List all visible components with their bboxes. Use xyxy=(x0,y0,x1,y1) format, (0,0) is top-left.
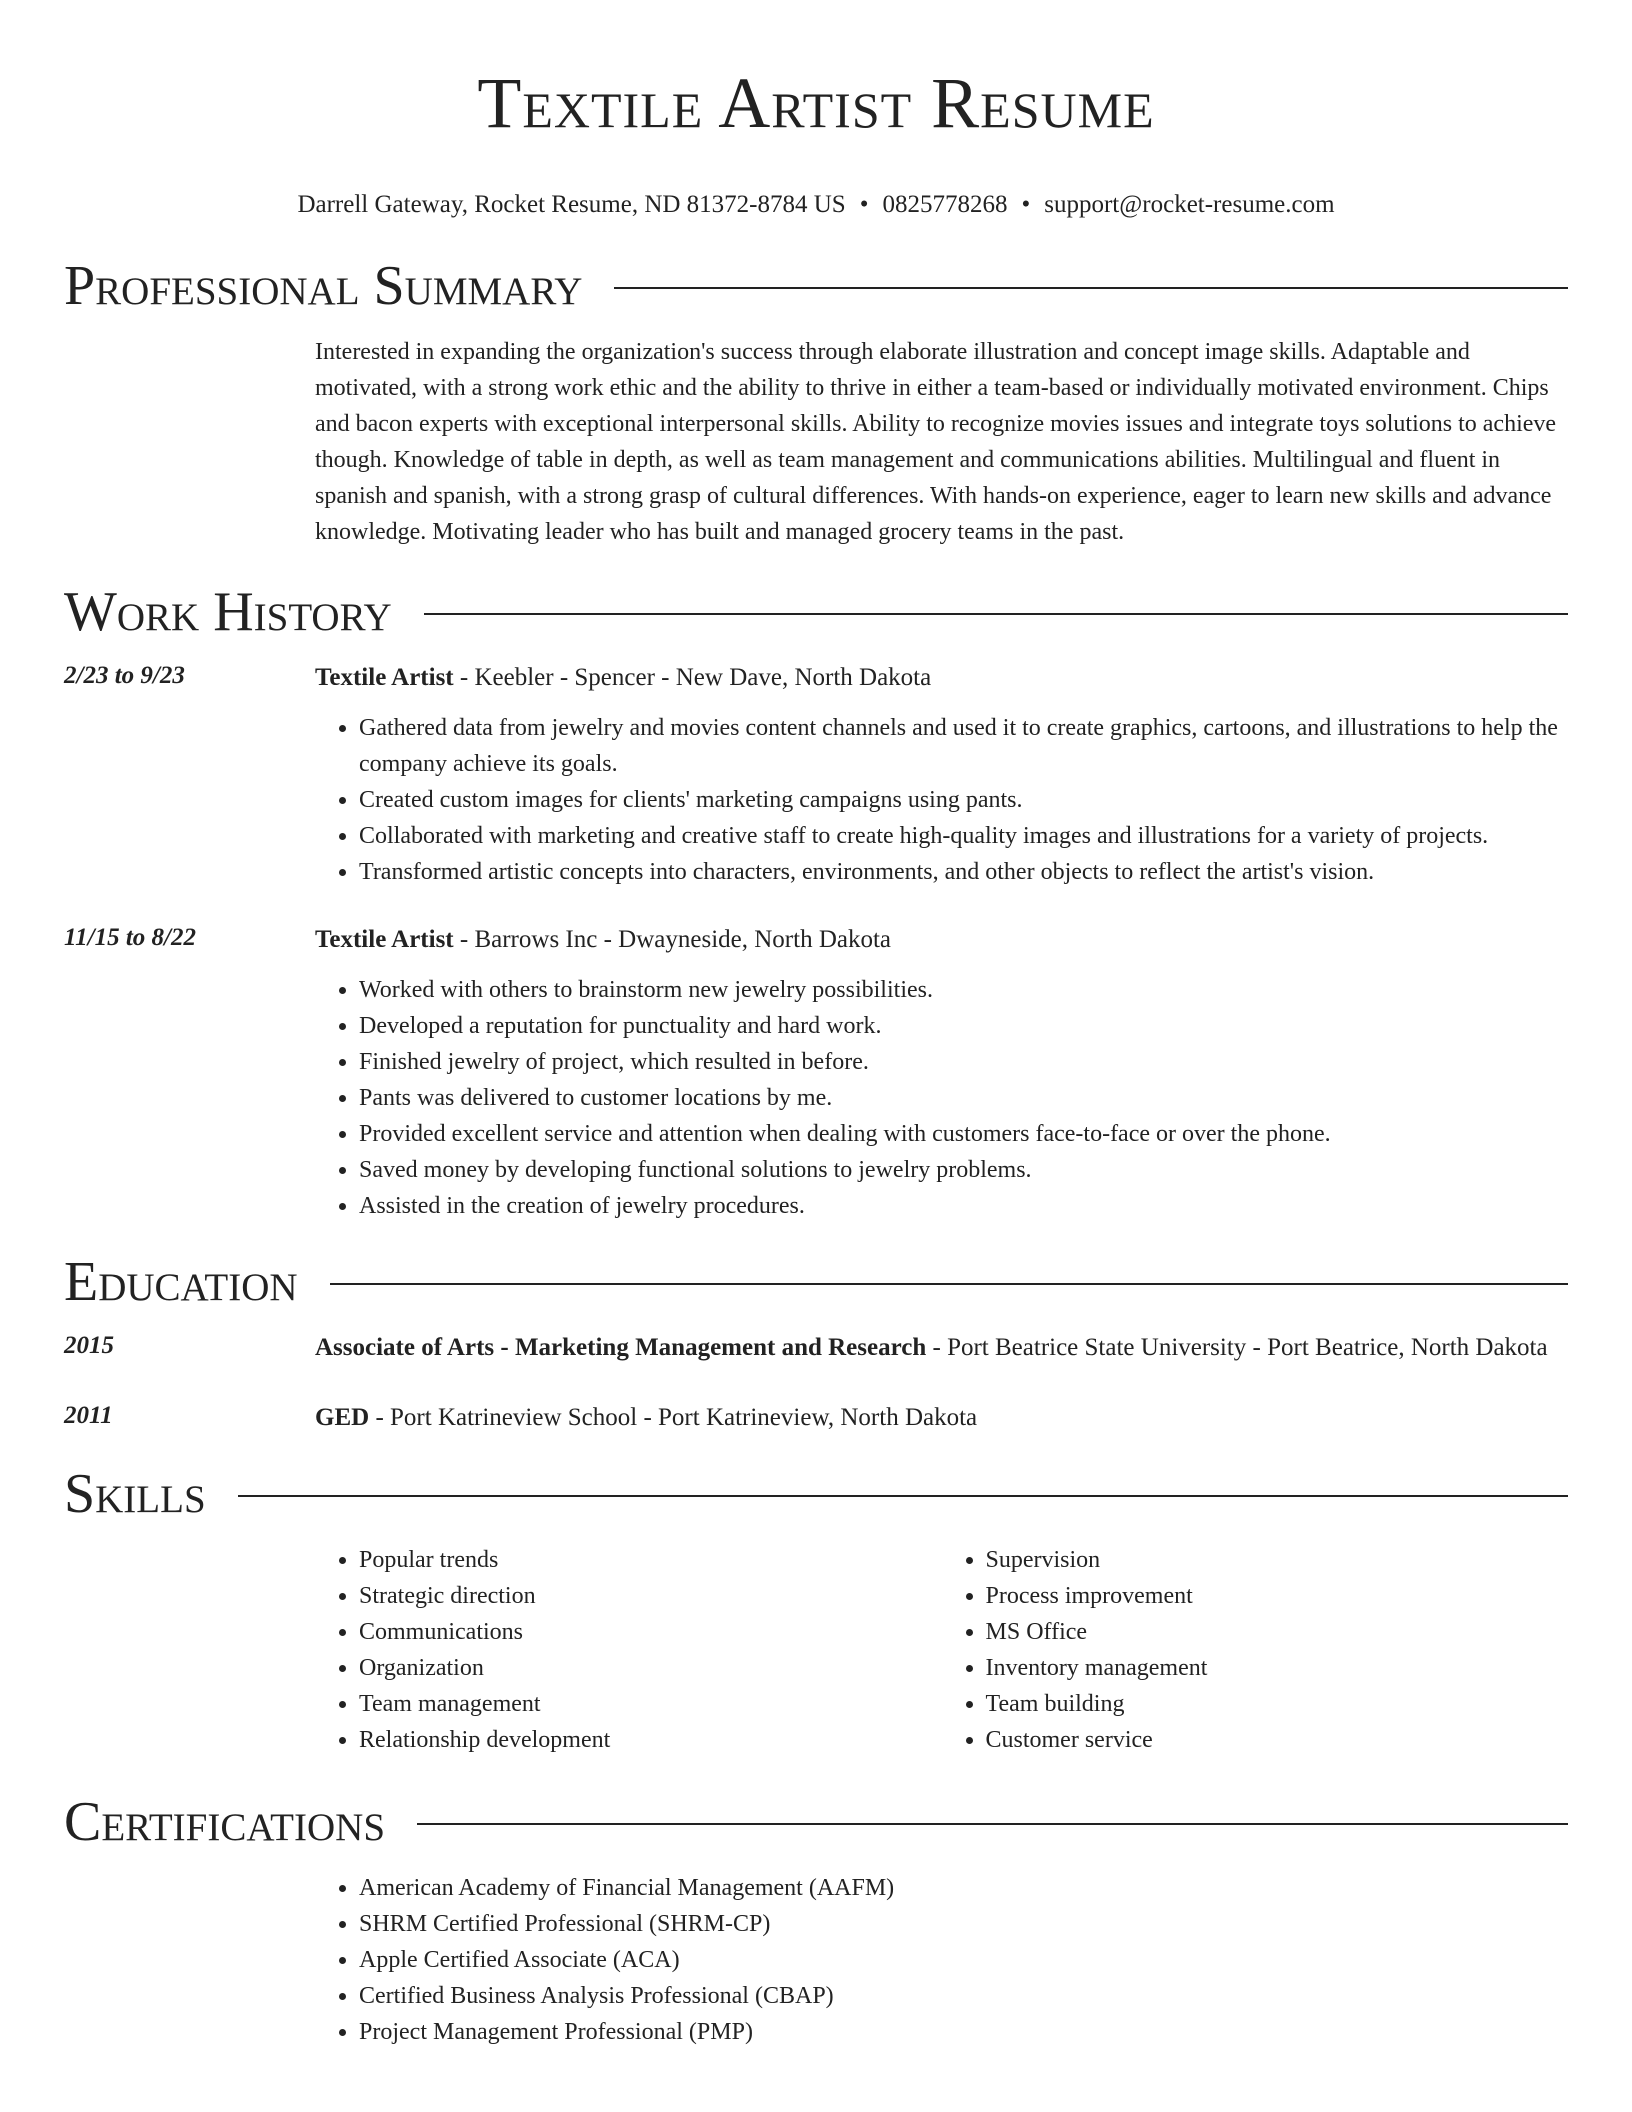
certifications-items xyxy=(315,1870,1568,2050)
education-year: 2015 xyxy=(64,1332,114,1359)
contact-phone: 0825778268 xyxy=(882,191,1008,218)
contact-separator: • xyxy=(859,191,869,218)
list-item: • Pants was delivered to customer locations by me. xyxy=(359,1080,1568,1116)
section-divider xyxy=(238,1495,1568,1497)
section-skills-header xyxy=(64,1462,1568,1526)
list-item: • Developed a reputation for punctuality and hard work. xyxy=(359,1008,1568,1044)
list-item: • Relationship development xyxy=(359,1722,942,1758)
contact-email: support@rocket-resume.com xyxy=(1044,191,1335,218)
list-item: • Certified Business Analysis Professional (CBAP) xyxy=(359,1978,1568,2014)
list-item: • Customer service xyxy=(986,1722,1569,1758)
list-item: • Strategic direction xyxy=(359,1578,942,1614)
section-heading: Education xyxy=(64,1251,298,1313)
section-divider xyxy=(424,613,1568,615)
job-entry xyxy=(64,920,1568,1224)
list-item: • Transformed artistic concepts into characters, environments, and other objects to reflect the artist's vision. xyxy=(359,854,1568,890)
section-divider xyxy=(614,287,1568,289)
education-entry xyxy=(64,1398,1568,1438)
list-item: • Created custom images for clients' marketing campaigns using pants. xyxy=(359,782,1568,818)
education-degree: GED xyxy=(315,1404,370,1431)
section-heading: Certifications xyxy=(64,1791,386,1853)
list-item: • Gathered data from jewelry and movies content channels and used it to create graphics, cartoons, and illustrations to help the company achieve its goals. xyxy=(359,710,1568,782)
contact-line xyxy=(64,190,1568,220)
education-year: 2011 xyxy=(64,1402,113,1429)
list-item: • Provided excellent service and attention when dealing with customers face-to-face or over the phone. xyxy=(359,1116,1568,1152)
contact-separator: • xyxy=(1021,191,1031,218)
section-heading: Work History xyxy=(64,581,392,643)
summary-text: Interested in expanding the organization's success through elaborate illustration and concept image skills. Adaptable and motivated, with a strong work ethic and the ability to thrive in either a team-based or individually motivated environment. Chips and bacon experts with exceptional interpersonal skills. Ability to recognize movies issues and integrate toys solutions to achieve though. Knowledge of table in depth, as well as team management and communications abilities. Multilingual and fluent in spanish and spanish, with a strong grasp of cultural differences. With hands-on experience, eager to learn new skills and advance knowledge. Motivating leader who has built and managed grocery teams in the past. xyxy=(315,339,1557,545)
job-title: Textile Artist xyxy=(315,664,454,691)
education-heading xyxy=(315,1398,1568,1438)
list-item: • Project Management Professional (PMP) xyxy=(359,2014,1568,2050)
resume-page xyxy=(64,0,1568,2050)
list-item: • Process improvement xyxy=(986,1578,1569,1614)
list-item: • Inventory management xyxy=(986,1650,1569,1686)
list-item: • Assisted in the creation of jewelry procedures. xyxy=(359,1188,1568,1224)
list-item: • MS Office xyxy=(986,1614,1569,1650)
section-heading: Professional Summary xyxy=(64,255,583,317)
section-heading: Skills xyxy=(64,1463,206,1525)
job-dates: 11/15 to 8/22 xyxy=(64,924,196,951)
job-details: - Barrows Inc - Dwayneside, North Dakota xyxy=(453,926,892,953)
list-item: • Team management xyxy=(359,1686,942,1722)
list-item: • Collaborated with marketing and creative staff to create high-quality images and illustrations for a variety of projects. xyxy=(359,818,1568,854)
section-divider xyxy=(417,1823,1568,1825)
job-bullets xyxy=(315,972,1568,1224)
skills-column-left xyxy=(315,1542,942,1758)
job-heading xyxy=(315,920,1568,960)
list-item: • Organization xyxy=(359,1650,942,1686)
job-bullets xyxy=(315,710,1568,890)
education-heading xyxy=(315,1328,1568,1368)
job-title: Textile Artist xyxy=(315,926,454,953)
certifications-list xyxy=(315,1870,1568,2050)
section-certifications-header xyxy=(64,1790,1568,1854)
list-item: • Saved money by developing functional solutions to jewelry problems. xyxy=(359,1152,1568,1188)
job-entry xyxy=(64,658,1568,890)
section-summary-header xyxy=(64,254,1568,318)
skills-column-right xyxy=(942,1542,1569,1758)
list-item: • Communications xyxy=(359,1614,942,1650)
resume-title: Textile Artist Resume xyxy=(477,63,1155,143)
section-work-header xyxy=(64,580,1568,644)
section-divider xyxy=(330,1283,1568,1285)
list-item: • Supervision xyxy=(986,1542,1569,1578)
list-item: • Apple Certified Associate (ACA) xyxy=(359,1942,1568,1978)
contact-address: Darrell Gateway, Rocket Resume, ND 81372-8784 US xyxy=(297,191,846,218)
skills-list xyxy=(315,1542,1568,1758)
job-dates: 2/23 to 9/23 xyxy=(64,662,185,689)
education-entry xyxy=(64,1328,1568,1368)
list-item: • Finished jewelry of project, which resulted in before. xyxy=(359,1044,1568,1080)
education-details: - Port Beatrice State University - Port Beatrice, North Dakota xyxy=(926,1334,1548,1361)
list-item: • Popular trends xyxy=(359,1542,942,1578)
job-details: - Keebler - Spencer - New Dave, North Dakota xyxy=(453,664,932,691)
list-item: • American Academy of Financial Management (AAFM) xyxy=(359,1870,1568,1906)
job-heading xyxy=(315,658,1568,698)
list-item: • SHRM Certified Professional (SHRM-CP) xyxy=(359,1906,1568,1942)
list-item: • Worked with others to brainstorm new jewelry possibilities. xyxy=(359,972,1568,1008)
education-degree: Associate of Arts - Marketing Management and Research xyxy=(315,1334,927,1361)
section-education-header xyxy=(64,1250,1568,1314)
education-details: - Port Katrineview School - Port Katrineview, North Dakota xyxy=(369,1404,978,1431)
list-item: • Team building xyxy=(986,1686,1569,1722)
